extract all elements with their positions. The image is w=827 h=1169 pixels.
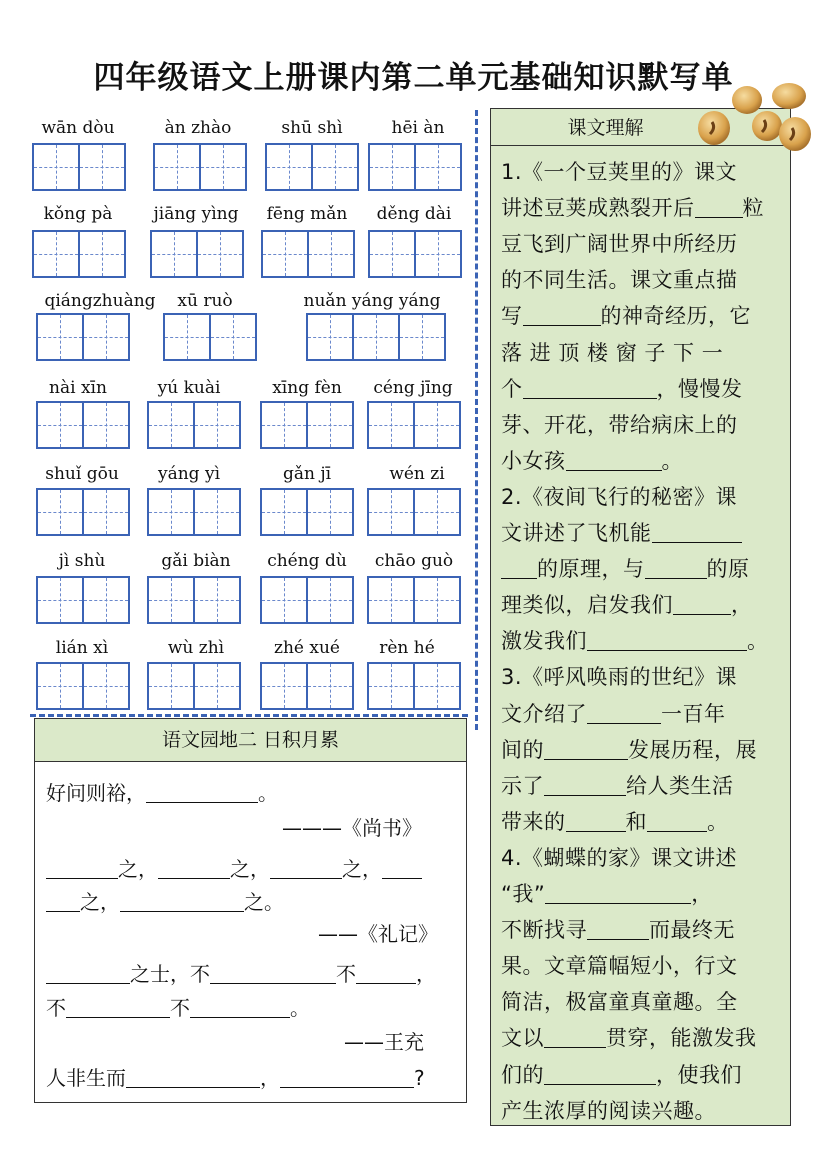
writing-grid[interactable] bbox=[367, 662, 461, 710]
grid-cell[interactable] bbox=[416, 145, 460, 189]
writing-grid[interactable] bbox=[147, 488, 241, 536]
comprehension-line: 激发我们 。 bbox=[501, 629, 769, 654]
blank[interactable] bbox=[544, 1064, 656, 1085]
divider-vertical bbox=[475, 110, 478, 730]
blank[interactable] bbox=[46, 963, 130, 984]
grid-cell[interactable] bbox=[38, 403, 84, 447]
grid-cell[interactable] bbox=[308, 315, 354, 359]
grid-cell[interactable] bbox=[84, 664, 128, 708]
idiom-line-6: 人非生而 ， ? bbox=[46, 1066, 425, 1090]
grid-cell[interactable] bbox=[400, 315, 444, 359]
blank[interactable] bbox=[645, 558, 707, 579]
grid-cell[interactable] bbox=[38, 664, 84, 708]
pinyin-label: děng dài bbox=[376, 204, 452, 224]
writing-grid[interactable] bbox=[367, 401, 461, 449]
comprehension-line: 间的 发展历程，展 bbox=[501, 737, 757, 762]
grid-cell[interactable] bbox=[195, 664, 239, 708]
blank[interactable] bbox=[545, 883, 691, 904]
blank[interactable] bbox=[146, 782, 258, 803]
comprehension-line: 3.《呼风唤雨的世纪》课 bbox=[501, 665, 738, 690]
pinyin-label: gǎn jī bbox=[282, 464, 332, 484]
grid-cell[interactable] bbox=[308, 664, 352, 708]
grid-cell[interactable] bbox=[262, 664, 308, 708]
blank[interactable] bbox=[190, 997, 290, 1018]
comprehension-line: 示了 给人类生活 bbox=[501, 773, 734, 798]
blank[interactable] bbox=[673, 594, 731, 615]
blank[interactable] bbox=[501, 558, 537, 579]
writing-grid[interactable] bbox=[36, 488, 130, 536]
blank[interactable] bbox=[695, 197, 743, 218]
blank[interactable] bbox=[544, 739, 628, 760]
comprehension-line: 个 ，慢慢发 bbox=[501, 376, 743, 401]
grid-cell[interactable] bbox=[34, 145, 80, 189]
grid-cell[interactable] bbox=[38, 490, 84, 534]
grid-cell[interactable] bbox=[201, 145, 245, 189]
idiom-line-5: 不 不 。 bbox=[46, 996, 310, 1020]
grid-cell[interactable] bbox=[262, 578, 308, 622]
grid-cell[interactable] bbox=[369, 403, 415, 447]
blank[interactable] bbox=[523, 378, 657, 399]
writing-grid[interactable] bbox=[36, 576, 130, 624]
pinyin-label: shū shì bbox=[281, 118, 343, 138]
page-title: 四年级语文上册课内第二单元基础知识默写单 bbox=[93, 60, 734, 96]
grid-cell[interactable] bbox=[165, 315, 211, 359]
blank[interactable] bbox=[587, 919, 649, 940]
writing-grid[interactable] bbox=[163, 313, 257, 361]
grid-cell[interactable] bbox=[155, 145, 201, 189]
comprehension-line: 的原理，与 的原 bbox=[501, 553, 750, 583]
pinyin-label: àn zhào bbox=[164, 118, 232, 138]
pinyin-label: yáng yì bbox=[157, 464, 220, 484]
grid-cell[interactable] bbox=[308, 578, 352, 622]
pinyin-label: jì shù bbox=[58, 551, 106, 571]
blank[interactable] bbox=[523, 305, 601, 326]
pinyin-label: xū ruò bbox=[177, 291, 233, 311]
blank[interactable] bbox=[270, 858, 342, 879]
pinyin-label: hēi àn bbox=[391, 118, 445, 138]
blank[interactable] bbox=[46, 891, 80, 912]
blank[interactable] bbox=[587, 703, 661, 724]
grid-cell[interactable] bbox=[354, 315, 400, 359]
writing-grid[interactable] bbox=[260, 662, 354, 710]
pinyin-label: rèn hé bbox=[379, 638, 435, 658]
grid-cell[interactable] bbox=[308, 403, 352, 447]
grid-cell[interactable] bbox=[84, 490, 128, 534]
blank[interactable] bbox=[126, 1067, 260, 1088]
blank[interactable] bbox=[158, 858, 230, 879]
writing-grid[interactable] bbox=[36, 313, 130, 361]
grid-cell[interactable] bbox=[38, 578, 84, 622]
pinyin-label: zhé xué bbox=[274, 638, 340, 658]
pinyin-label: chéng dù bbox=[267, 551, 347, 571]
grid-cell[interactable] bbox=[415, 403, 459, 447]
grid-cell[interactable] bbox=[415, 490, 459, 534]
grid-cell[interactable] bbox=[416, 232, 460, 276]
blank[interactable] bbox=[566, 811, 626, 832]
blank[interactable] bbox=[382, 858, 422, 879]
writing-grid[interactable] bbox=[153, 143, 247, 191]
grid-cell[interactable] bbox=[152, 232, 198, 276]
grid-cell[interactable] bbox=[80, 145, 124, 189]
blank[interactable] bbox=[566, 450, 662, 471]
grid-cell[interactable] bbox=[370, 145, 416, 189]
pinyin-label: wù zhì bbox=[167, 638, 225, 658]
blank[interactable] bbox=[210, 963, 336, 984]
writing-grid[interactable] bbox=[36, 662, 130, 710]
idiom-line-1: 好问则裕， 。 bbox=[46, 781, 278, 805]
comprehension-line: 理类似，启发我们 ， bbox=[501, 593, 753, 618]
pinyin-label: wén zi bbox=[389, 464, 445, 484]
idiom-line-3: 之， 之。 bbox=[46, 886, 284, 915]
grid-cell[interactable] bbox=[80, 232, 124, 276]
writing-grid[interactable] bbox=[306, 313, 446, 361]
pinyin-label: nài xīn bbox=[49, 378, 107, 398]
soybean-illustration bbox=[692, 82, 817, 162]
blank[interactable] bbox=[544, 1027, 606, 1048]
pinyin-label: yú kuài bbox=[157, 378, 221, 398]
blank[interactable] bbox=[46, 858, 118, 879]
blank[interactable] bbox=[120, 891, 244, 912]
grid-cell[interactable] bbox=[415, 578, 459, 622]
writing-grid[interactable] bbox=[32, 143, 126, 191]
writing-grid[interactable] bbox=[147, 401, 241, 449]
blank[interactable] bbox=[587, 630, 747, 651]
grid-cell[interactable] bbox=[263, 232, 309, 276]
blank[interactable] bbox=[544, 775, 626, 796]
grid-cell[interactable] bbox=[198, 232, 242, 276]
grid-cell[interactable] bbox=[369, 490, 415, 534]
comprehension-line: 1.《一个豆荚里的》课文 bbox=[501, 160, 738, 184]
comprehension-line: 产生浓厚的阅读兴趣。 bbox=[501, 1098, 716, 1123]
pinyin-label: lián xì bbox=[55, 638, 109, 658]
blank[interactable] bbox=[647, 811, 707, 832]
comprehension-line: 果。文章篇幅短小，行文 bbox=[501, 954, 738, 979]
pinyin-label: xīng fèn bbox=[272, 378, 342, 398]
comprehension-line: 豆飞到广阔世界中所经历 bbox=[501, 232, 738, 257]
grid-cell[interactable] bbox=[415, 664, 459, 708]
writing-grid[interactable] bbox=[260, 576, 354, 624]
writing-grid[interactable] bbox=[367, 488, 461, 536]
source-liji: ——《礼记》 bbox=[318, 922, 438, 946]
writing-grid[interactable] bbox=[261, 230, 355, 278]
writing-grid[interactable] bbox=[150, 230, 244, 278]
blank[interactable] bbox=[280, 1067, 414, 1088]
grid-cell[interactable] bbox=[149, 578, 195, 622]
grid-cell[interactable] bbox=[149, 403, 195, 447]
source-wangchong: ——王充 bbox=[344, 1030, 424, 1054]
grid-cell[interactable] bbox=[84, 315, 128, 359]
comprehension-line: 文介绍了 一百年 bbox=[501, 701, 726, 726]
grid-cell[interactable] bbox=[149, 490, 195, 534]
writing-grid[interactable] bbox=[147, 576, 241, 624]
pinyin-label: wān dòu bbox=[41, 118, 115, 138]
grid-cell[interactable] bbox=[262, 403, 308, 447]
comprehension-line: 不断找寻 而最终无 bbox=[501, 918, 735, 943]
comprehension-line: 们的 ，使我们 bbox=[501, 1062, 742, 1087]
grid-cell[interactable] bbox=[149, 664, 195, 708]
comprehension-line: 小女孩 。 bbox=[501, 448, 683, 473]
idiom-box-heading: 语文园地二 日积月累 bbox=[35, 719, 466, 762]
source-shangshu: ———《尚书》 bbox=[282, 816, 422, 840]
comprehension-line: 4.《蝴蝶的家》课文讲述 bbox=[501, 845, 738, 870]
writing-grid[interactable] bbox=[32, 230, 126, 278]
pinyin-label: chāo guò bbox=[374, 551, 454, 571]
comprehension-line: 带来的 和 。 bbox=[501, 809, 729, 834]
comprehension-line: 简洁，极富童真童趣。全 bbox=[501, 990, 738, 1015]
comprehension-line: 文以 贯穿，能激发我 bbox=[501, 1026, 757, 1051]
idiom-line-4: 之士，不 不 ， bbox=[46, 958, 436, 987]
pinyin-label: kǒng pà bbox=[43, 204, 113, 224]
blank[interactable] bbox=[652, 522, 742, 543]
grid-cell[interactable] bbox=[313, 145, 357, 189]
writing-grid[interactable] bbox=[265, 143, 359, 191]
grid-cell[interactable] bbox=[211, 315, 255, 359]
comprehension-line: 的不同生活。课文重点描 bbox=[501, 268, 738, 293]
writing-grid[interactable] bbox=[368, 143, 462, 191]
pinyin-label: qiángzhuàng bbox=[44, 291, 156, 311]
comprehension-line: 文讲述了飞机能 bbox=[501, 517, 742, 547]
writing-grid[interactable] bbox=[260, 488, 354, 536]
comprehension-line: 写 的神奇经历，它 bbox=[501, 304, 751, 329]
blank[interactable] bbox=[66, 997, 170, 1018]
pinyin-label: céng jīng bbox=[373, 378, 453, 398]
grid-cell[interactable] bbox=[369, 664, 415, 708]
comprehension-line: “我” ， bbox=[501, 882, 713, 906]
grid-cell[interactable] bbox=[262, 490, 308, 534]
comprehension-line: 落 进 顶 楼 窗 子 下 一 bbox=[501, 340, 724, 365]
divider-horizontal bbox=[30, 714, 468, 717]
grid-cell[interactable] bbox=[195, 490, 239, 534]
grid-cell[interactable] bbox=[370, 232, 416, 276]
grid-cell[interactable] bbox=[308, 490, 352, 534]
comprehension-line: 2.《夜间飞行的秘密》课 bbox=[501, 484, 738, 509]
pinyin-label: jiāng yìng bbox=[153, 204, 239, 224]
pinyin-label: nuǎn yáng yáng bbox=[303, 291, 441, 311]
writing-grid[interactable] bbox=[147, 662, 241, 710]
grid-cell[interactable] bbox=[84, 578, 128, 622]
comprehension-heading: 课文理解 bbox=[491, 109, 790, 146]
grid-cell[interactable] bbox=[369, 578, 415, 622]
writing-grid[interactable] bbox=[368, 230, 462, 278]
grid-cell[interactable] bbox=[34, 232, 80, 276]
idiom-line-2: 之， 之， 之， bbox=[46, 853, 422, 882]
blank[interactable] bbox=[356, 963, 416, 984]
writing-grid[interactable] bbox=[367, 576, 461, 624]
grid-cell[interactable] bbox=[195, 578, 239, 622]
grid-cell[interactable] bbox=[267, 145, 313, 189]
writing-grid[interactable] bbox=[36, 401, 130, 449]
pinyin-label: shuǐ gōu bbox=[45, 464, 119, 484]
writing-grid[interactable] bbox=[260, 401, 354, 449]
pinyin-label: fēng mǎn bbox=[266, 204, 348, 224]
comprehension-line: 讲述豆荚成熟裂开后 粒 bbox=[501, 196, 764, 221]
comprehension-line: 芽、开花，带给病床上的 bbox=[501, 412, 738, 437]
pinyin-label: gǎi biàn bbox=[161, 551, 231, 571]
grid-cell[interactable] bbox=[309, 232, 353, 276]
grid-cell[interactable] bbox=[38, 315, 84, 359]
grid-cell[interactable] bbox=[195, 403, 239, 447]
grid-cell[interactable] bbox=[84, 403, 128, 447]
